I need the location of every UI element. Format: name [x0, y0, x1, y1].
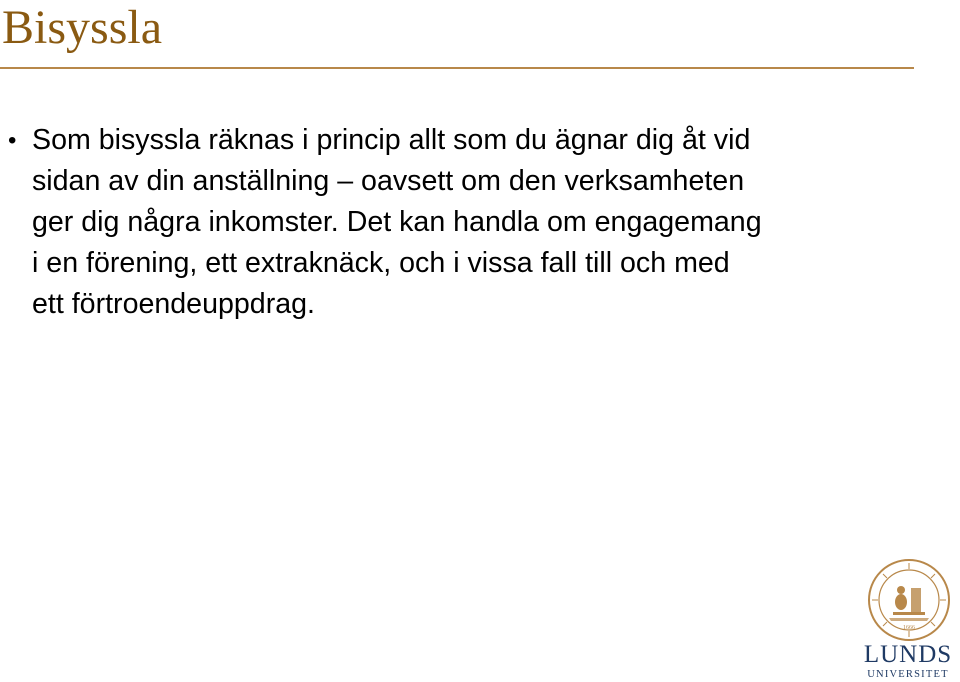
bullet-line: Som bisyssla räknas i princip allt som du ägnar dig åt vid	[32, 124, 751, 156]
bullet-marker: •	[8, 127, 17, 154]
title-divider	[0, 67, 914, 69]
seal-year: 1666	[903, 625, 915, 631]
logo-subtitle: UNIVERSITET	[867, 669, 949, 680]
bullet-list	[8, 120, 908, 325]
university-logo	[856, 558, 960, 682]
bullet-item	[8, 120, 908, 325]
logo-name: LUNDS	[863, 641, 953, 668]
bullet-line: sidan av din anställning – oavsett om den verksamheten	[32, 165, 745, 197]
bullet-line: ger dig några inkomster. Det kan handla om engagemang	[32, 206, 762, 238]
bullet-line: ett förtroendeuppdrag.	[32, 288, 315, 320]
bullet-line: i en förening, ett extraknäck, och i vissa fall till och med	[32, 247, 730, 279]
university-seal-icon	[867, 558, 951, 642]
slide-title: Bisyssla	[2, 1, 163, 54]
